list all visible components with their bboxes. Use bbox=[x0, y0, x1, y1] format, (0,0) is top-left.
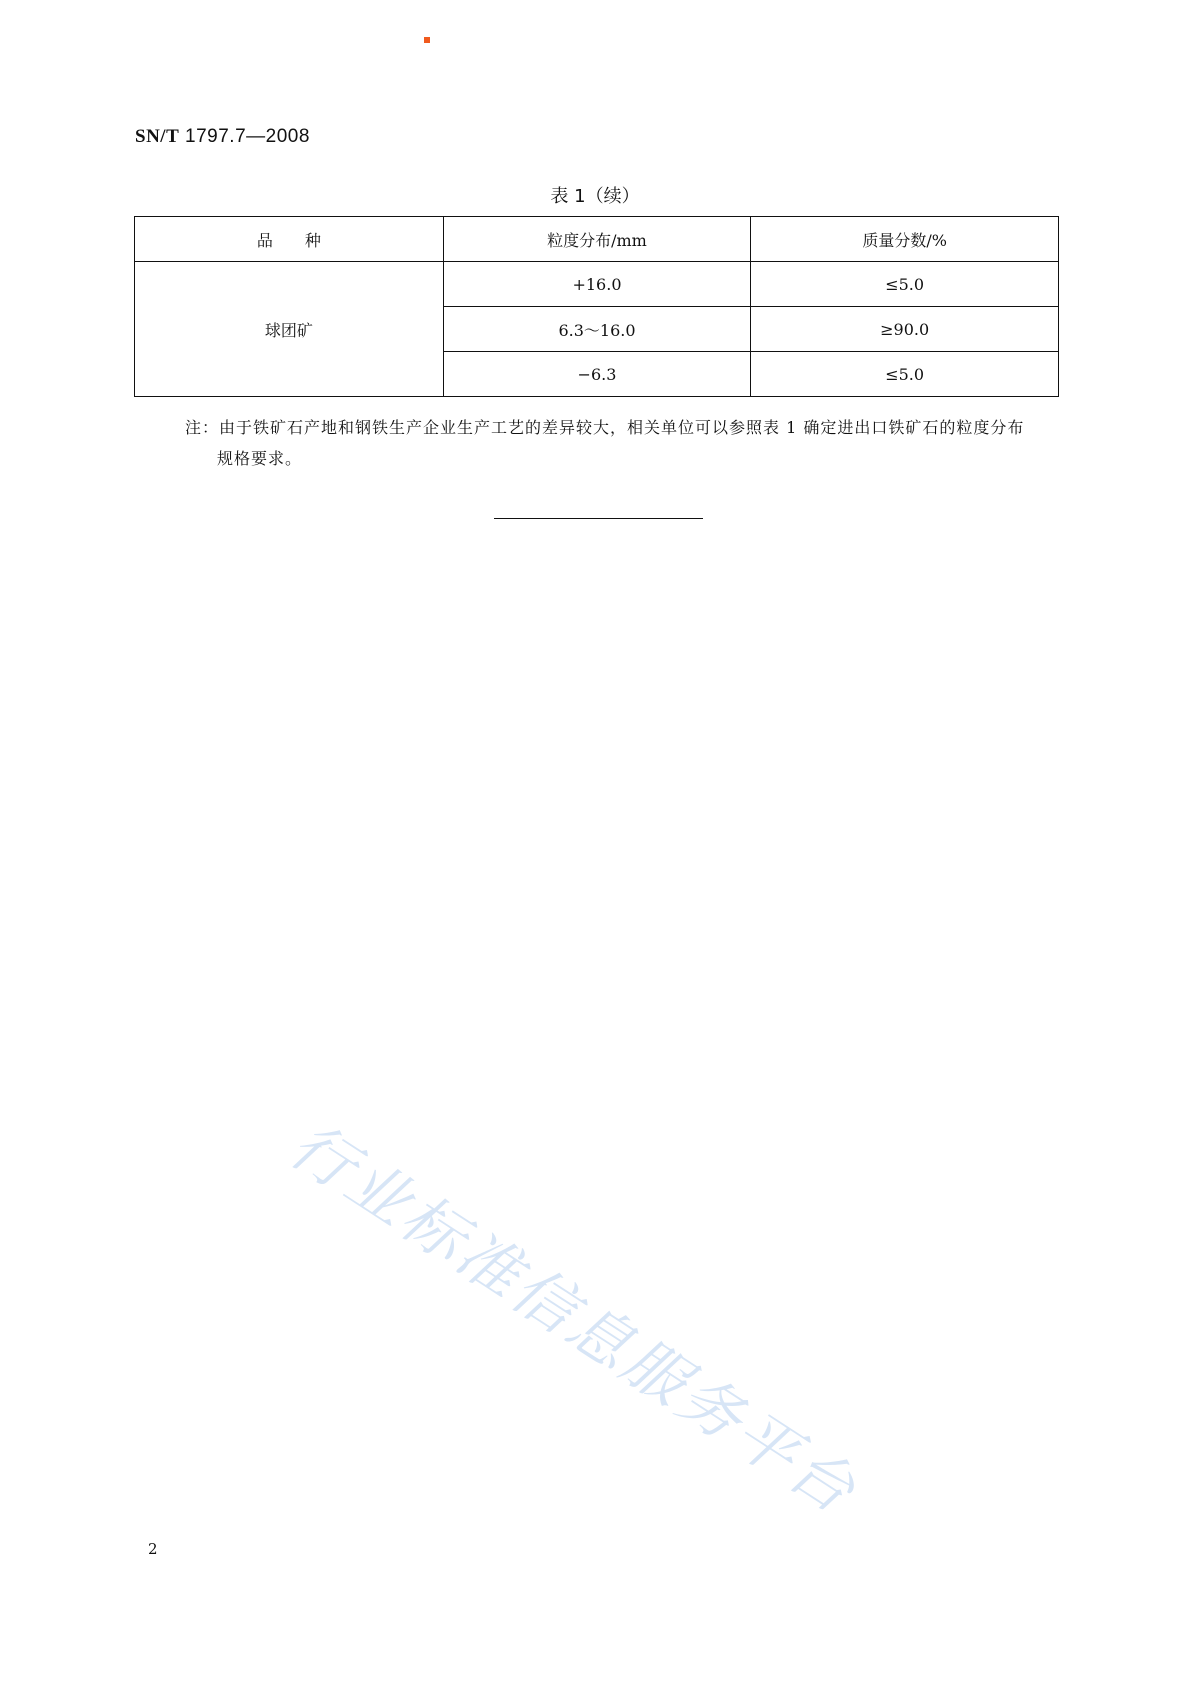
fraction-cell: ≤5.0 bbox=[751, 262, 1059, 307]
size-cell: 6.3～16.0 bbox=[443, 307, 751, 352]
table-row bbox=[135, 262, 1059, 307]
table-note bbox=[185, 412, 1060, 474]
standard-number: 1797.7—2008 bbox=[185, 126, 310, 147]
fraction-cell: ≤5.0 bbox=[751, 352, 1059, 397]
column-header-variety: 品 种 bbox=[135, 217, 444, 262]
note-line-2: 规格要求。 bbox=[217, 449, 303, 468]
red-corner-marker bbox=[424, 37, 430, 43]
particle-size-table bbox=[134, 216, 1059, 397]
standard-code bbox=[135, 126, 310, 148]
fraction-cell: ≥90.0 bbox=[751, 307, 1059, 352]
table-caption: 表 1（续） bbox=[550, 186, 640, 207]
group-label-cell: 球团矿 bbox=[135, 262, 444, 397]
size-cell: −6.3 bbox=[443, 352, 751, 397]
column-header-fraction: 质量分数/% bbox=[751, 217, 1059, 262]
standard-prefix: SN/T bbox=[135, 126, 180, 147]
note-line-1: 注：由于铁矿石产地和钢铁生产企业生产工艺的差异较大，相关单位可以参照表 1 确定进出口铁矿石的粒度分布 bbox=[185, 418, 1025, 437]
size-cell: +16.0 bbox=[443, 262, 751, 307]
table-header-row bbox=[135, 217, 1059, 262]
column-header-size: 粒度分布/mm bbox=[443, 217, 751, 262]
watermark: 行业标准信息服务平台 bbox=[277, 1108, 871, 1529]
end-of-standard-rule bbox=[494, 518, 703, 519]
page-number: 2 bbox=[148, 1540, 158, 1558]
